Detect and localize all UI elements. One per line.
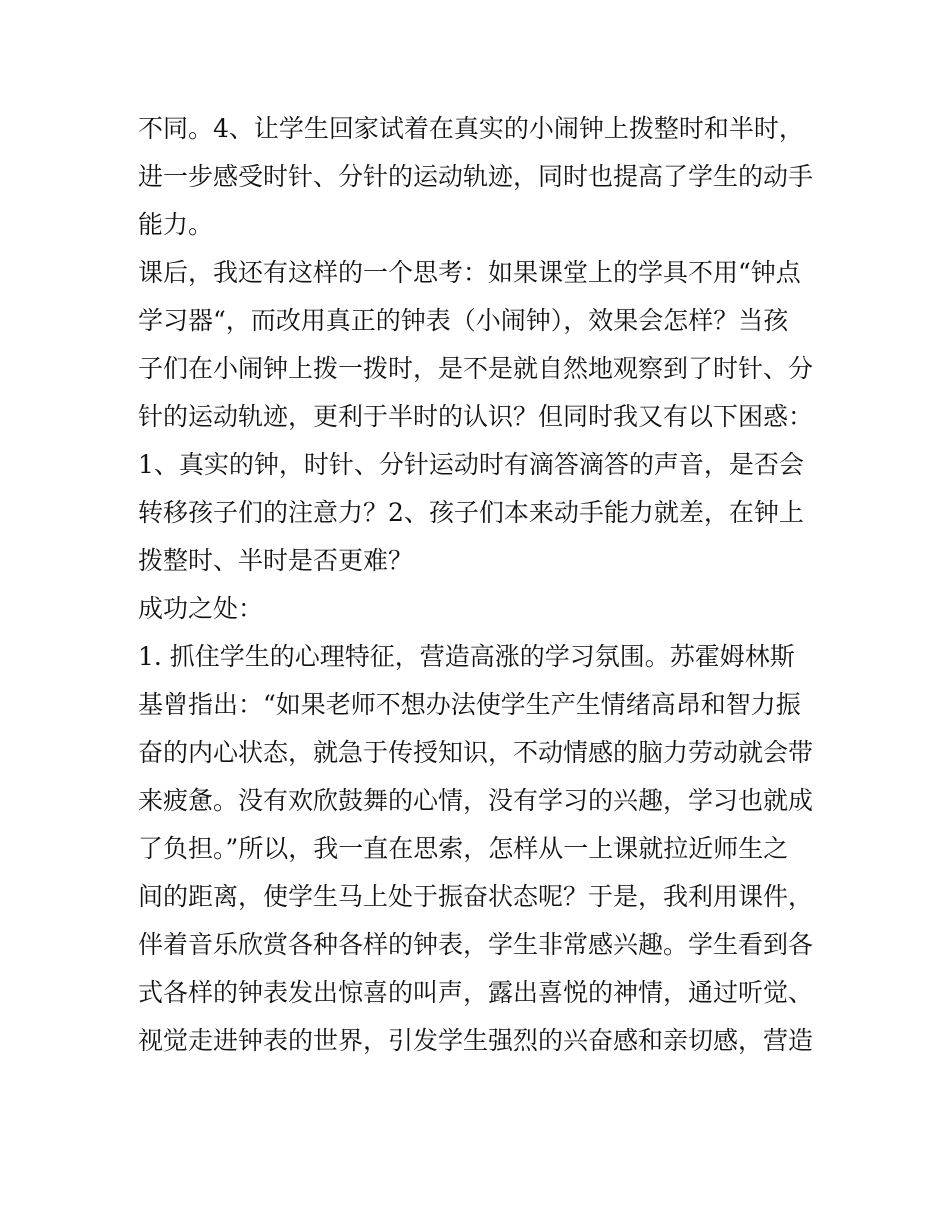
text-line-16: 了负担。”所以，我一直在思索，怎样从一上课就拉近师生之 xyxy=(138,834,789,863)
body-text xyxy=(138,105,818,1065)
text-line-10: 拨整时、半时是否更难？ xyxy=(138,546,414,575)
text-line-7: 针的运动轨迹，更利于半时的认识？但同时我又有以下困惑： xyxy=(138,402,814,431)
text-line-20: 视觉走进钟表的世界，引发学生强烈的兴奋感和亲切感，营造 xyxy=(138,1026,814,1055)
text-line-5: 学习器“，而改用真正的钟表（小闹钟），效果会怎样？当孩 xyxy=(138,306,789,335)
text-line-17: 间的距离，使学生马上处于振奋状态呢？于是，我利用课件， xyxy=(138,882,814,911)
text-line-2: 进一步感受时针、分针的运动轨迹，同时也提高了学生的动手 xyxy=(138,162,814,191)
text-line-15: 来疲惫。没有欢欣鼓舞的心情，没有学习的兴趣，学习也就成 xyxy=(138,786,814,815)
text-line-3: 能力。 xyxy=(138,210,214,239)
text-line-6: 子们在小闹钟上拨一拨时，是不是就自然地观察到了时针、分 xyxy=(138,354,814,383)
text-line-9: 转移孩子们的注意力？2、孩子们本来动手能力就差，在钟上 xyxy=(138,498,804,527)
text-line-8: 1、真实的钟，时针、分针运动时有滴答滴答的声音，是否会 xyxy=(138,450,804,479)
text-line-1: 不同。4、让学生回家试着在真实的小闹钟上拨整时和半时， xyxy=(138,114,804,143)
text-line-13: 基曾指出：“如果老师不想办法使学生产生情绪高昂和智力振 xyxy=(138,690,801,719)
text-line-12: 1. 抓住学生的心理特征，营造高涨的学习氛围。苏霍姆林斯 xyxy=(138,642,795,671)
section-heading: 成功之处： xyxy=(138,594,264,623)
text-line-14: 奋的内心状态，就急于传授知识，不动情感的脑力劳动就会带 xyxy=(138,738,814,767)
text-line-19: 式各样的钟表发出惊喜的叫声，露出喜悦的神情，通过听觉、 xyxy=(138,978,814,1007)
text-line-18: 伴着音乐欣赏各种各样的钟表，学生非常感兴趣。学生看到各 xyxy=(138,930,814,959)
text-line-4: 课后，我还有这样的一个思考：如果课堂上的学具不用“钟点 xyxy=(138,258,801,287)
